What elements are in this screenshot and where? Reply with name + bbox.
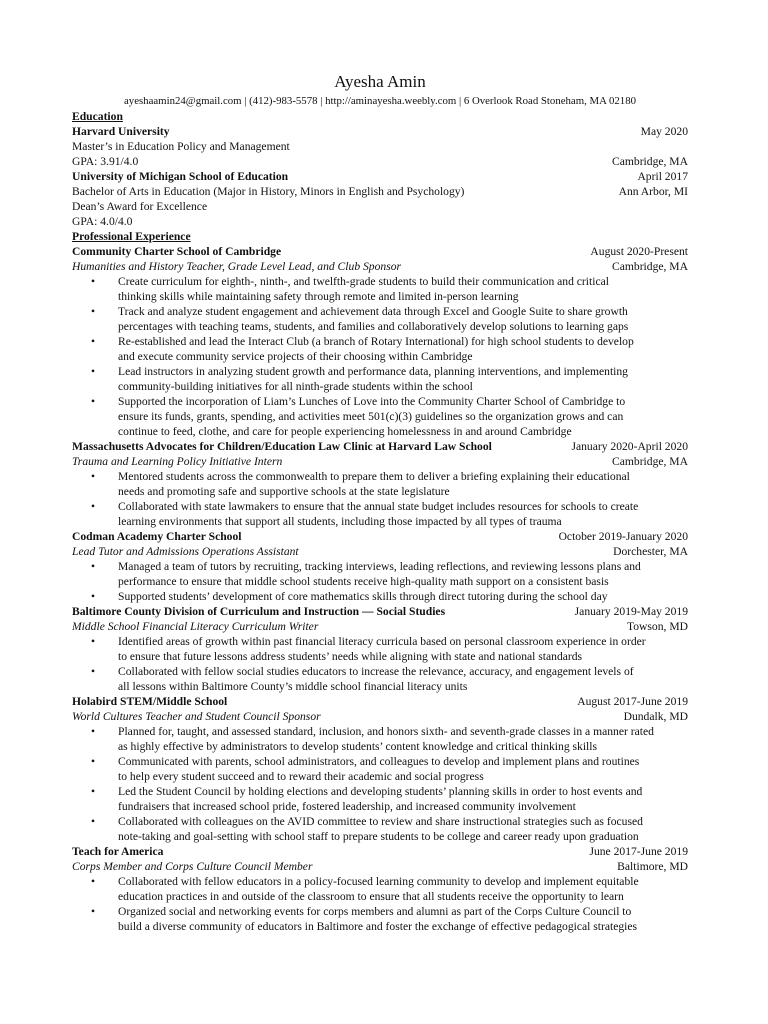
bullet-line: note-taking and goal-setting with school staff to prepare students to be college and career ready upon graduation: [118, 830, 639, 843]
job-title: Lead Tutor and Admissions Operations Assistant: [72, 545, 299, 558]
bullet-list: [72, 874, 688, 934]
job-entry: [72, 604, 688, 694]
bullet-line: ensure its funds, grants, spending, and activities meet 501(c)(3) guidelines so the organization grows and can: [118, 410, 624, 423]
bullet-line: • Create curriculum for eighth-, ninth-, and twelfth-grade students to build their communication and critical: [118, 275, 609, 288]
bullet-item: [118, 754, 688, 784]
job-title: Middle School Financial Literacy Curriculum Writer: [72, 620, 319, 633]
bullet-line: thinking skills while maintaining safety through remote and limited in-person learning: [118, 290, 519, 303]
bullet-line: • Collaborated with colleagues on the AVID committee to review and share instructional strategies such as focused: [118, 815, 643, 828]
bullet-line: build a diverse community of educators in Baltimore and foster the exchange of effective pedagogical strategies: [118, 920, 638, 933]
bullet-line: • Led the Student Council by holding elections and developing students’ planning skills in order to host events and: [118, 785, 643, 798]
bullet-item: [118, 304, 688, 334]
job-location: Cambridge, MA: [612, 260, 688, 273]
bullet-line: • Collaborated with state lawmakers to ensure that the annual state budget includes resources for schools to create: [118, 500, 639, 513]
bullet-item: [118, 724, 688, 754]
degree: Master’s in Education Policy and Management: [72, 140, 290, 153]
bullet-line: as highly effective by administrators to develop students’ content knowledge and critical thinking skills: [118, 740, 597, 753]
bullet-list: [72, 634, 688, 694]
bullet-line: community-building initiatives for all ninth-grade students within the school: [118, 380, 473, 393]
education-entry: [72, 124, 688, 169]
bullet-item: [118, 274, 688, 304]
bullet-line: needs and promoting safe and supportive schools at the state legislature: [118, 485, 450, 498]
bullet-item: [118, 634, 688, 664]
job-title: World Cultures Teacher and Student Council Sponsor: [72, 710, 321, 723]
award: Dean’s Award for Excellence: [72, 200, 208, 213]
gpa: GPA: 3.91/4.0: [72, 155, 139, 168]
school-name: University of Michigan School of Education: [72, 170, 289, 183]
job-location: Dundalk, MD: [623, 710, 688, 723]
job-location: Cambridge, MA: [612, 455, 688, 468]
experience-heading: Professional Experience: [72, 230, 191, 243]
job-title: Corps Member and Corps Culture Council Member: [72, 860, 313, 873]
bullet-line: all lessons within Baltimore County’s middle school financial literacy units: [118, 680, 468, 693]
education-heading: Education: [72, 110, 123, 123]
bullet-line: percentages with teaching teams, students, and families and collaboratively develop solutions to learning gaps: [118, 320, 629, 333]
job-dates: August 2020-Present: [590, 245, 688, 258]
job-dates: June 2017-June 2019: [589, 845, 688, 858]
bullet-line: • Identified areas of growth within past financial literacy curricula based on personal classroom experience in order: [118, 635, 646, 648]
bullet-list: [72, 469, 688, 529]
job-entry: [72, 694, 688, 844]
job-entry: [72, 244, 688, 439]
bullet-line: • Track and analyze student engagement and achievement data through Excel and Google Suite to share growth: [118, 305, 628, 318]
job-title: Trauma and Learning Policy Initiative Intern: [72, 455, 283, 468]
bullet-line: • Mentored students across the commonwealth to prepare them to deliver a briefing explaining their educational: [118, 470, 630, 483]
bullet-line: • Managed a team of tutors by recruiting, tracking interviews, leading reflections, and reviewing lessons plans and: [118, 560, 641, 573]
bullet-item: [118, 469, 688, 499]
school-location: Ann Arbor, MI: [618, 185, 688, 198]
education-entry: [72, 169, 688, 229]
bullet-line: • Re-established and lead the Interact Club (a branch of Rotary International) for high school students to develop: [118, 335, 634, 348]
job-dates: August 2017-June 2019: [577, 695, 688, 708]
bullet-item: [118, 664, 688, 694]
bullet-item: [118, 364, 688, 394]
bullet-line: and execute community service projects of their choosing within Cambridge: [118, 350, 473, 363]
organization-name: Holabird STEM/Middle School: [72, 695, 228, 708]
job-dates: October 2019-January 2020: [558, 530, 688, 543]
organization-name: Baltimore County Division of Curriculum and Instruction — Social Studies: [72, 605, 446, 618]
applicant-name: Ayesha Amin: [334, 72, 426, 91]
job-location: Towson, MD: [626, 620, 688, 633]
graduation-date: April 2017: [637, 170, 688, 183]
bullet-item: [118, 784, 688, 814]
school-name: Harvard University: [72, 125, 170, 138]
bullet-line: fundraisers that increased school pride, fostered leadership, and increased community involvement: [118, 800, 576, 813]
bullet-line: • Communicated with parents, school administrators, and colleagues to develop and implement plans and routines: [118, 755, 640, 768]
organization-name: Massachusetts Advocates for Children/Education Law Clinic at Harvard Law School: [72, 440, 492, 453]
school-location: Cambridge, MA: [612, 155, 688, 168]
bullet-line: • Supported the incorporation of Liam’s Lunches of Love into the Community Charter School of Cambridge to: [118, 395, 626, 408]
bullet-line: education practices in and outside of the classroom to ensure that all students receive the opportunity to learn: [118, 890, 624, 903]
bullet-line: • Lead instructors in analyzing student growth and performance data, planning interventions, and implementing: [118, 365, 628, 378]
experience-list: [72, 244, 688, 934]
job-dates: January 2019-May 2019: [574, 605, 688, 618]
bullet-line: continue to feed, clothe, and care for people experiencing homelessness in and around Cambridge: [118, 425, 572, 438]
bullet-item: [118, 499, 688, 529]
job-location: Dorchester, MA: [613, 545, 688, 558]
bullet-item: [118, 394, 688, 439]
contact-line: ayeshaamin24@gmail.com | (412)-983-5578 | http://aminayesha.weebly.com | 6 Overlook Road Stoneham, MA 02180: [124, 95, 636, 107]
organization-name: Codman Academy Charter School: [72, 530, 242, 543]
bullet-list: [72, 724, 688, 844]
bullet-line: • Supported students’ development of core mathematics skills through direct tutoring during the school day: [118, 590, 608, 603]
bullet-item: [118, 874, 688, 904]
bullet-line: performance to ensure that middle school students receive high-quality math support on a consistent basis: [118, 575, 609, 588]
graduation-date: May 2020: [640, 125, 688, 138]
bullet-line: • Collaborated with fellow educators in a policy-focused learning community to develop and implement equitable: [118, 875, 639, 888]
organization-name: Community Charter School of Cambridge: [72, 245, 282, 258]
organization-name: Teach for America: [72, 845, 164, 858]
bullet-line: • Planned for, taught, and assessed standard, inclusion, and honors sixth- and seventh-grade classes in a manner rated: [118, 725, 654, 738]
bullet-list: [72, 274, 688, 439]
job-dates: January 2020-April 2020: [571, 440, 688, 453]
degree: Bachelor of Arts in Education (Major in History, Minors in English and Psychology): [72, 185, 465, 198]
job-entry: [72, 439, 688, 529]
job-entry: [72, 844, 688, 934]
bullet-line: learning environments that support all students, including those impacted by all types of trauma: [118, 515, 562, 528]
bullet-item: [118, 334, 688, 364]
bullet-list: [72, 559, 688, 604]
gpa: GPA: 4.0/4.0: [72, 215, 133, 228]
bullet-line: • Organized social and networking events for corps members and alumni as part of the Corps Culture Council to: [118, 905, 632, 918]
bullet-item: [118, 589, 688, 604]
bullet-item: [118, 814, 688, 844]
bullet-item: [118, 904, 688, 934]
bullet-line: • Collaborated with fellow social studies educators to increase the relevance, accuracy, and engagement levels of: [118, 665, 634, 678]
job-location: Baltimore, MD: [617, 860, 688, 873]
job-entry: [72, 529, 688, 604]
bullet-line: to help every student succeed and to reward their academic and social progress: [118, 770, 484, 783]
bullet-line: to ensure that future lessons address students’ needs while aligning with state and national standards: [118, 650, 583, 663]
resume-page: [72, 72, 688, 934]
job-title: Humanities and History Teacher, Grade Level Lead, and Club Sponsor: [72, 260, 402, 273]
bullet-item: [118, 559, 688, 589]
